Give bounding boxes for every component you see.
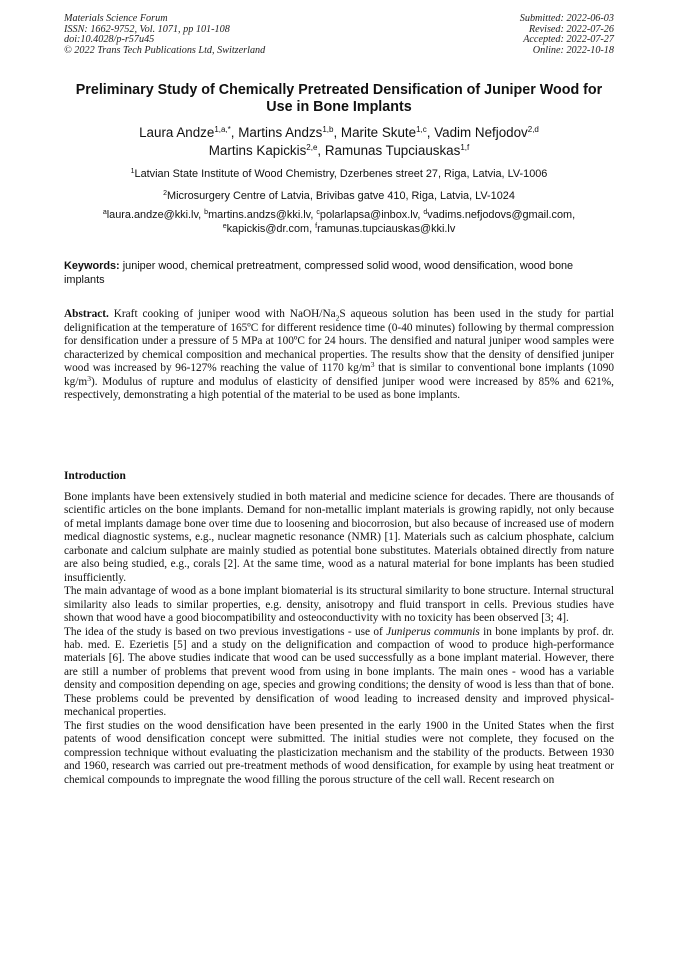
email-marker: a bbox=[102, 209, 107, 216]
affiliation-1 bbox=[64, 168, 614, 181]
author-affiliation: 2,e bbox=[306, 142, 318, 152]
author-name: Ramunas Tupciauskas bbox=[324, 142, 461, 158]
journal-info bbox=[64, 14, 265, 56]
keywords bbox=[64, 260, 614, 287]
paragraph-text: The idea of the study is based on two previous investigations - use of bbox=[64, 625, 387, 638]
author-name: Martins Kapickis bbox=[208, 142, 307, 158]
paragraph: Bone implants have been extensively studied in both material and medicine science for decades. There are thousands of scientific articles on the bone implants. Demand for non-metallic implant materials is growing rapidly, not only because of metal implants damage bone over time due to loosening and biocorrosion, but also because of increased use of modern medical diagnostic systems, e.g., nuclear magnetic resonance (NMR) [1]. Materials such as calcium phosphate, calcium carbonate and calcium sulphate are mainly studied as potential bone substitutes. Materials obtained directly from nature are also being studied, e.g., corals [2]. At the same time, wood as a natural material for bone implants has been studied insufficiently. bbox=[64, 491, 614, 584]
paragraph: The main advantage of wood as a bone implant biomaterial is its structural similarity to bone structure. Internal structural similarity also leads to similar properties, e.g. density, anisotropy and fluid transport in cells. Previous studies have shown that wood have a good biocompatibility and osteoconductivity with no toxicity has been observed [3; 4]. bbox=[64, 585, 614, 625]
paragraph bbox=[64, 626, 614, 720]
email-address[interactable]: polarlapsa@inbox.lv bbox=[319, 209, 418, 221]
affiliation-text: Latvian State Institute of Wood Chemistry, Dzerbenes street 27, Riga, Latvia, LV-1006 bbox=[134, 168, 548, 180]
paragraph: The first studies on the wood densification have been presented in the early 1900 in the United States when the first patents of wood densification concept were submitted. The initial studies were not complete, they focused on the compression technique without evaluating the plasticization mechanism and the stability of the products. Between 1930 and 1960, research was carried out pre-treatment methods of wood densification, for example by using heat treatment or chemical compounds to impregnate the wood filling the porous structure of the cell wall. Recent research on bbox=[64, 719, 614, 786]
date-online: Online: 2022-10-18 bbox=[532, 44, 614, 56]
email-address[interactable]: laura.andze@kki.lv bbox=[106, 209, 199, 221]
abstract-text: S aqueous solution has been used in the study for partial delignification at the temperature of 165ºC for different residence time (0-40 minutes) following by thermal compression for densification under a pressure of 5 MPa at 100ºC for 24 hours. The densified and natural juniper wood samples were characterized by chemical composition and mechanical properties. The results show that the density of densified juniper wood was increased by 96-127% reaching the value of 1170 kg/m bbox=[64, 308, 614, 374]
author-affiliation: 1,c bbox=[416, 125, 427, 134]
introduction-body bbox=[64, 491, 614, 787]
affiliation-marker: 1 bbox=[130, 168, 135, 175]
superscript: 3 bbox=[87, 373, 91, 383]
email-address[interactable]: vadims.nefjodovs@gmail.com bbox=[427, 209, 573, 221]
affiliation-2 bbox=[64, 190, 614, 203]
email-marker: f bbox=[315, 222, 318, 230]
email-marker: e bbox=[222, 222, 227, 230]
introduction-heading: Introduction bbox=[64, 470, 126, 482]
paragraph-text: in bone implants by prof. dr. hab. med. E. Ezerietis [5] and a study on the delignification and compaction of wood to produce high-performance materials [6]. The above studies indicate that wood can be used successfully as a bone implant material. However, there are still a number of problems that prevent wood from using in bone implants. The main ones - wood has a variable density and composition depending on age, species and growing conditions; the density of wood is less than that of bone. These problems could be prevented by densification of wood leading to increased density and improved physical-mechanical properties. bbox=[64, 625, 614, 719]
keywords-text: juniper wood, chemical pretreatment, compressed solid wood, wood densification, wood bone implants bbox=[64, 260, 574, 286]
email-address[interactable]: kapickis@dr.com bbox=[226, 222, 310, 235]
email-address[interactable]: ramunas.tupciauskas@kki.lv bbox=[317, 222, 456, 235]
abstract-text: ). Modulus of rupture and modulus of elasticity of densified juniper wood were increased by 85% and 621%, respectively, demonstrating a high potential of the material to be used as bone implants. bbox=[64, 375, 614, 401]
author-affiliation: 2,d bbox=[527, 125, 539, 134]
abstract bbox=[64, 308, 614, 403]
abstract-text: Kraft cooking of juniper wood with NaOH/Na bbox=[108, 308, 336, 320]
date-submitted: Submitted: 2022-06-03 bbox=[519, 13, 614, 24]
affiliation-marker: 2 bbox=[163, 190, 168, 197]
author-name: Laura Andze bbox=[139, 125, 215, 140]
subscript: 2 bbox=[335, 313, 340, 323]
email-list: $^a$laura.andze@kki.lv, $^b$martins.andzs@kki.lv, $^c$polarlapsa@inbox.lv, $^d$vadims.nefjodovs@gmail.com, $^e$kapickis@dr.com, $^f$ramunas.tupciauskas@kki.lv bbox=[102, 209, 576, 235]
author-affiliation: 1,a,* bbox=[214, 125, 231, 134]
date-accepted: Accepted: 2022-07-27 bbox=[523, 34, 614, 46]
author-name: Martins Andzs bbox=[238, 125, 323, 140]
abstract-label: Abstract. bbox=[64, 308, 109, 320]
superscript: 3 bbox=[370, 360, 375, 369]
affiliation-text: Microsurgery Centre of Latvia, Brivibas gatve 410, Riga, Latvia, LV-1024 bbox=[167, 190, 515, 202]
species-name: Juniperus communis bbox=[386, 625, 480, 638]
email-marker: b bbox=[204, 209, 209, 216]
journal-doi: doi:10.4028/p-r57u45 bbox=[64, 34, 155, 46]
author-list: Laura Andze$^{1,a,*}$, Martins Andzs$^{1,b}$, Marite Skute$^{1,c}$, Vadim Nefjodov$^{2,d}$ Martins Kapickis$^{2,e}$, Ramunas Tupciauskas$^{1,f}$ bbox=[139, 125, 539, 158]
email-marker: d bbox=[423, 209, 428, 216]
author-affiliation: 1,f bbox=[460, 142, 470, 152]
journal-issn: ISSN: 1662-9752, Vol. 1071, pp 101-108 bbox=[64, 23, 230, 35]
journal-name: Materials Science Forum bbox=[64, 13, 168, 24]
email-address[interactable]: martins.andzs@kki.lv bbox=[208, 209, 311, 221]
publication-dates bbox=[520, 14, 614, 56]
email-marker: c bbox=[316, 209, 320, 216]
author-affiliation: 1,b bbox=[322, 125, 334, 134]
abstract-text: that is similar to conventional bone implants (1090 kg/m bbox=[64, 362, 614, 388]
author-name: Marite Skute bbox=[340, 125, 417, 140]
paper-title: Preliminary Study of Chemically Pretreated Densification of Juniper Wood for Use in Bone Implants bbox=[75, 82, 603, 115]
journal-copyright: © 2022 Trans Tech Publications Ltd, Switzerland bbox=[64, 44, 266, 56]
date-revised: Revised: 2022-07-26 bbox=[528, 23, 614, 35]
author-name: Vadim Nefjodov bbox=[434, 125, 528, 140]
keywords-label: Keywords: bbox=[64, 260, 120, 272]
